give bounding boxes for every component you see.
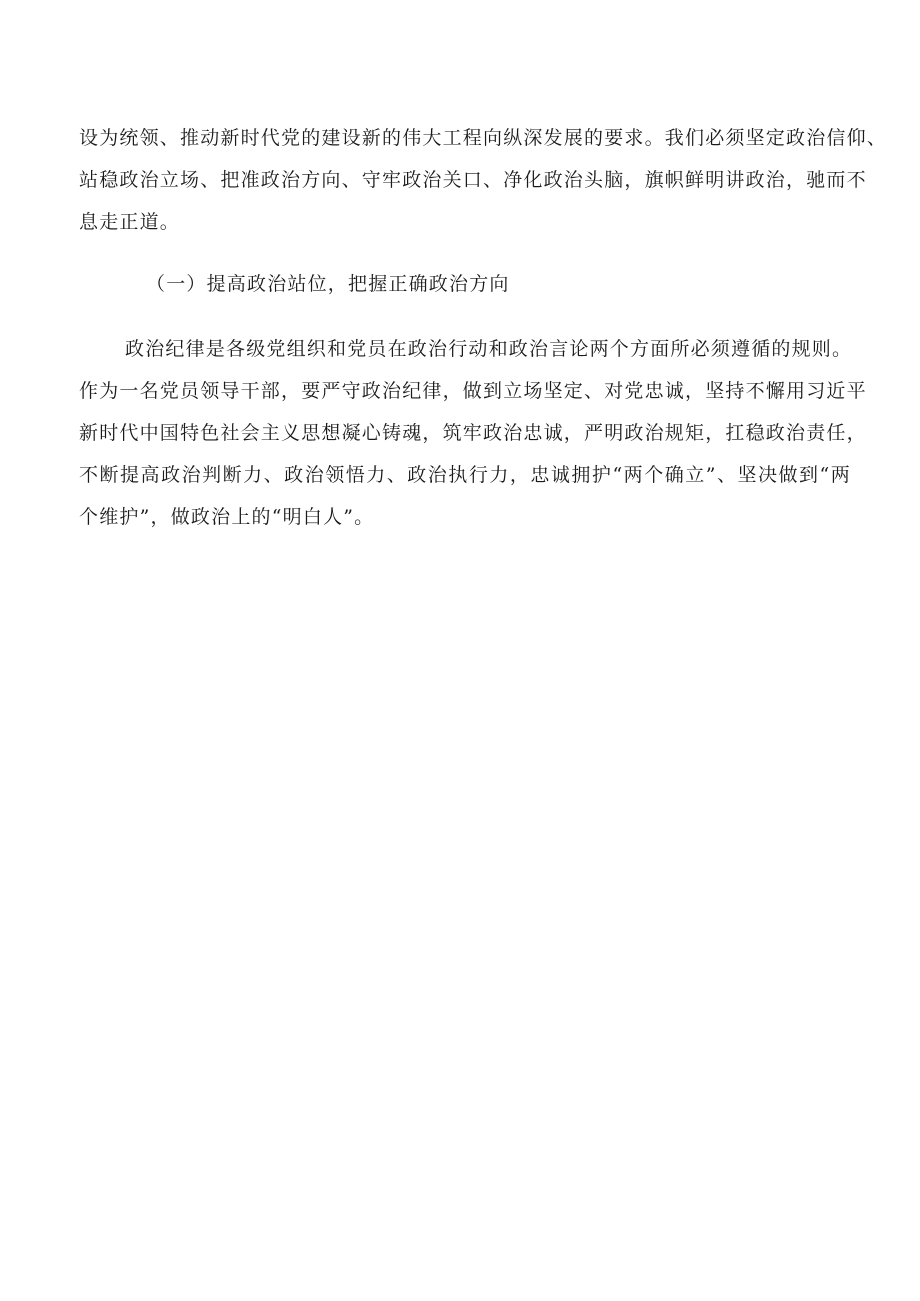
paragraph-line: 站稳政治立场、把准政治方向、守牢政治关口、净化政治头脑，旗帜鲜明讲政治，驰而不 — [79, 169, 867, 191]
section-heading: （一）提高政治站位，把握正确政治方向 — [146, 273, 510, 295]
paragraph-line: 设为统领、推动新时代党的建设新的伟大工程向纵深发展的要求。我们必须坚定政治信仰、 — [79, 127, 888, 149]
paragraph-line: 个维护”，做政治上的“明白人”。 — [79, 506, 375, 528]
paragraph-line: 作为一名党员领导干部，要严守政治纪律，做到立场坚定、对党忠诚，坚持不懈用习近平 — [79, 380, 867, 402]
paragraph-line: 新时代中国特色社会主义思想凝心铸魂，筑牢政治忠诚，严明政治规矩，扛稳政治责任， — [79, 422, 867, 444]
paragraph-line: 息走正道。 — [79, 211, 181, 233]
paragraph-line: 政治纪律是各级党组织和党员在政治行动和政治言论两个方面所必须遵循的规则。 — [125, 338, 853, 360]
paragraph-political-discipline — [79, 328, 867, 538]
paragraph-intro — [79, 117, 888, 243]
paragraph-line: 不断提高政治判断力、政治领悟力、政治执行力，忠诚拥护“两个确立”、坚决做到“两 — [79, 464, 851, 486]
